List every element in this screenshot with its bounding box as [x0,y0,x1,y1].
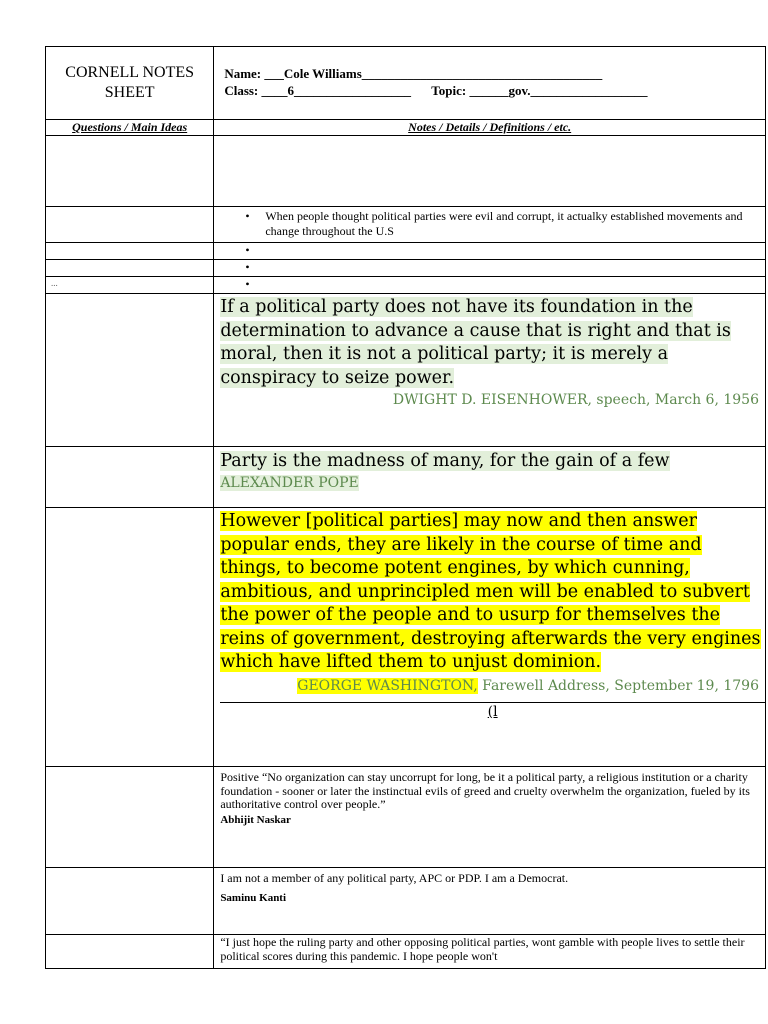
bullet-item [214,207,765,239]
notes-cell-3 [214,243,766,260]
eisenhower-attribution: DWIGHT D. EISENHOWER, speech, March 6, 1956 [392,392,759,408]
name-value: ___Cole Williams_____________________________________ [264,66,603,81]
naskar-note-text: Positive “No organization can stay uncorrupt for long, be it a political party, a religious institution or a charity foundation - sooner or later the instinctual evils of greed and cruelty overwhelm the organization, fueled by its authoritative control over people.” [220,770,750,811]
bullet-item [214,243,765,259]
class-topic-line [224,82,765,99]
ellipsis-mark: ... [51,278,58,288]
notes-column-header: Notes / Details / Definitions / etc. [214,120,766,136]
washington-attribution [220,675,761,697]
question-cell-8 [46,508,214,767]
student-info [214,47,766,120]
question-cell-6 [46,294,214,447]
kanti-note-cell [214,868,766,935]
name-line [224,65,765,82]
question-cell-1 [46,136,214,207]
pandemic-note-text: “I just hope the ruling party and other opposing political parties, wont gamble with people lives to settle their political scores during this pandemic. I hope people won't [220,935,745,963]
notes-cell-4 [214,260,766,277]
question-cell-4 [46,260,214,277]
notes-cell-2 [214,207,766,243]
bullet-item [214,277,765,293]
title-line-1: CORNELL NOTES [65,64,195,81]
bullet-item [214,260,765,276]
name-label: Name: [224,66,262,81]
pope-attribution: ALEXANDER POPE [220,475,359,491]
notes-cell-1 [214,136,766,207]
question-cell-7 [46,447,214,508]
topic-value: ______gov.__________________ [469,83,648,98]
question-cell-5 [46,277,214,294]
section-divider [220,702,765,721]
bullet-dot: • [245,277,250,291]
bullet-text: When people thought political parties were evil and corrupt, it actualky established movements and change throughout the U.S [265,209,743,238]
washington-quote-cell [214,508,766,767]
questions-column-header: Questions / Main Ideas [46,120,214,136]
notes-cell-5 [214,277,766,294]
naskar-author: Abhijit Naskar [220,813,291,826]
question-cell-11 [46,935,214,969]
washington-name: GEORGE WASHINGTON, [297,677,478,694]
divider-mark: (l [487,703,498,720]
bullet-dot: • [245,243,250,257]
bullet-dot: • [245,260,250,274]
question-cell-10 [46,868,214,935]
naskar-note-cell [214,767,766,868]
pope-quote-text: Party is the madness of many, for the gain of a few [220,451,670,471]
kanti-note-text: I am not a member of any political party, APC or PDP. I am a Democrat. [220,871,569,885]
title-line-2: SHEET [104,84,155,101]
sheet-title [46,47,214,120]
question-cell-3 [46,243,214,260]
class-value: ____6__________________ [261,83,412,98]
class-label: Class: [224,83,259,98]
eisenhower-quote-cell [214,294,766,447]
question-cell-2 [46,207,214,243]
kanti-author: Saminu Kanti [220,891,287,904]
washington-source: Farewell Address, September 19, 1796 [477,677,759,694]
eisenhower-quote-text: If a political party does not have its foundation in the determination to advance a cause that is right and that is moral, then it is not a political party; it is merely a conspiracy to seize power. [220,297,731,388]
pandemic-note-cell [214,935,766,969]
cornell-notes-table [45,46,766,969]
question-cell-9 [46,767,214,868]
bullet-dot: • [245,209,250,223]
topic-label: Topic: [431,83,467,98]
pope-quote-cell [214,447,766,508]
washington-quote-text: However [political parties] may now and then answer popular ends, they are likely in the course of time and things, to become potent engines, by which cunning, ambitious, and unprincipled men will be enabled to subvert the power of the people and to usurp for themselves the reins of government, destroying afterwards the very engines which have lifted them to unjust dominion. [220,511,761,672]
